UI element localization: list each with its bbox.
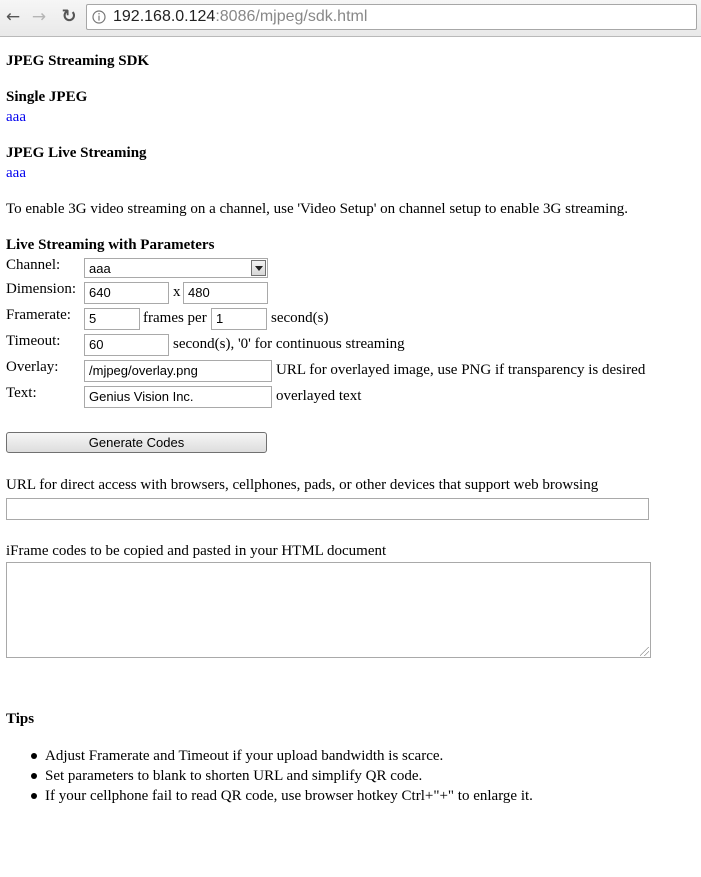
framerate-frames-input[interactable]: 5 — [84, 308, 140, 330]
back-arrow-icon[interactable]: ← — [5, 7, 21, 27]
framerate-seconds-input[interactable]: 1 — [211, 308, 267, 330]
framerate-label: Framerate: — [6, 307, 71, 323]
resize-grip-icon[interactable] — [640, 647, 649, 656]
iframe-output-label: iFrame codes to be copied and pasted in your HTML document — [6, 543, 387, 559]
reload-icon[interactable]: ↻ — [61, 6, 77, 27]
overlay-text-input[interactable]: Genius Vision Inc. — [84, 386, 272, 408]
single-jpeg-heading: Single JPEG — [6, 89, 88, 105]
tip-item: Set parameters to blank to shorten URL and simplify QR code. — [6, 766, 533, 786]
address-url — [113, 7, 367, 27]
dropdown-arrow-icon[interactable] — [251, 260, 266, 276]
channel-select-value: aaa — [89, 261, 111, 276]
browser-toolbar — [0, 0, 701, 37]
url-output-field[interactable] — [6, 498, 649, 520]
channel-label: Channel: — [6, 257, 61, 273]
dimension-width-input[interactable]: 640 — [84, 282, 169, 304]
live-streaming-heading: JPEG Live Streaming — [6, 145, 147, 161]
tips-heading: Tips — [6, 711, 35, 727]
page-icon — [92, 10, 106, 24]
url-path: :8086/mjpeg/sdk.html — [215, 8, 368, 25]
overlay-label: Overlay: — [6, 359, 59, 375]
dimension-label: Dimension: — [6, 281, 76, 297]
tip-item: If your cellphone fail to read QR code, use browser hotkey Ctrl+"+" to enlarge it. — [6, 786, 533, 806]
dimension-height-input[interactable]: 480 — [183, 282, 268, 304]
url-output-label: URL for direct access with browsers, cellphones, pads, or other devices that support web browsing — [6, 477, 599, 493]
page-title: JPEG Streaming SDK — [6, 53, 150, 69]
timeout-label: Timeout: — [6, 333, 61, 349]
timeout-suffix: second(s), '0' for continuous streaming — [173, 336, 405, 352]
tips-list — [6, 746, 533, 806]
single-jpeg-link[interactable]: aaa — [6, 109, 26, 125]
forward-arrow-icon[interactable]: → — [31, 7, 47, 27]
timeout-input[interactable]: 60 — [84, 334, 169, 356]
text-label: Text: — [6, 385, 37, 401]
live-streaming-link[interactable]: aaa — [6, 165, 26, 181]
params-heading: Live Streaming with Parameters — [6, 237, 215, 253]
channel-select[interactable] — [84, 258, 268, 278]
dimension-separator: x — [173, 284, 181, 300]
address-bar[interactable] — [86, 4, 697, 30]
framerate-mid-text: frames per — [143, 310, 207, 326]
text-suffix: overlayed text — [276, 388, 362, 404]
tip-item: Adjust Framerate and Timeout if your upload bandwidth is scarce. — [6, 746, 533, 766]
3g-notice: To enable 3G video streaming on a channel, use 'Video Setup' on channel setup to enable 3G streaming. — [6, 201, 629, 217]
url-host: 192.168.0.124 — [113, 8, 216, 25]
overlay-input[interactable]: /mjpeg/overlay.png — [84, 360, 272, 382]
framerate-suffix: second(s) — [271, 310, 329, 326]
iframe-code-textarea[interactable] — [6, 562, 651, 658]
generate-codes-button[interactable]: Generate Codes — [6, 432, 267, 453]
overlay-suffix: URL for overlayed image, use PNG if transparency is desired — [276, 362, 646, 378]
